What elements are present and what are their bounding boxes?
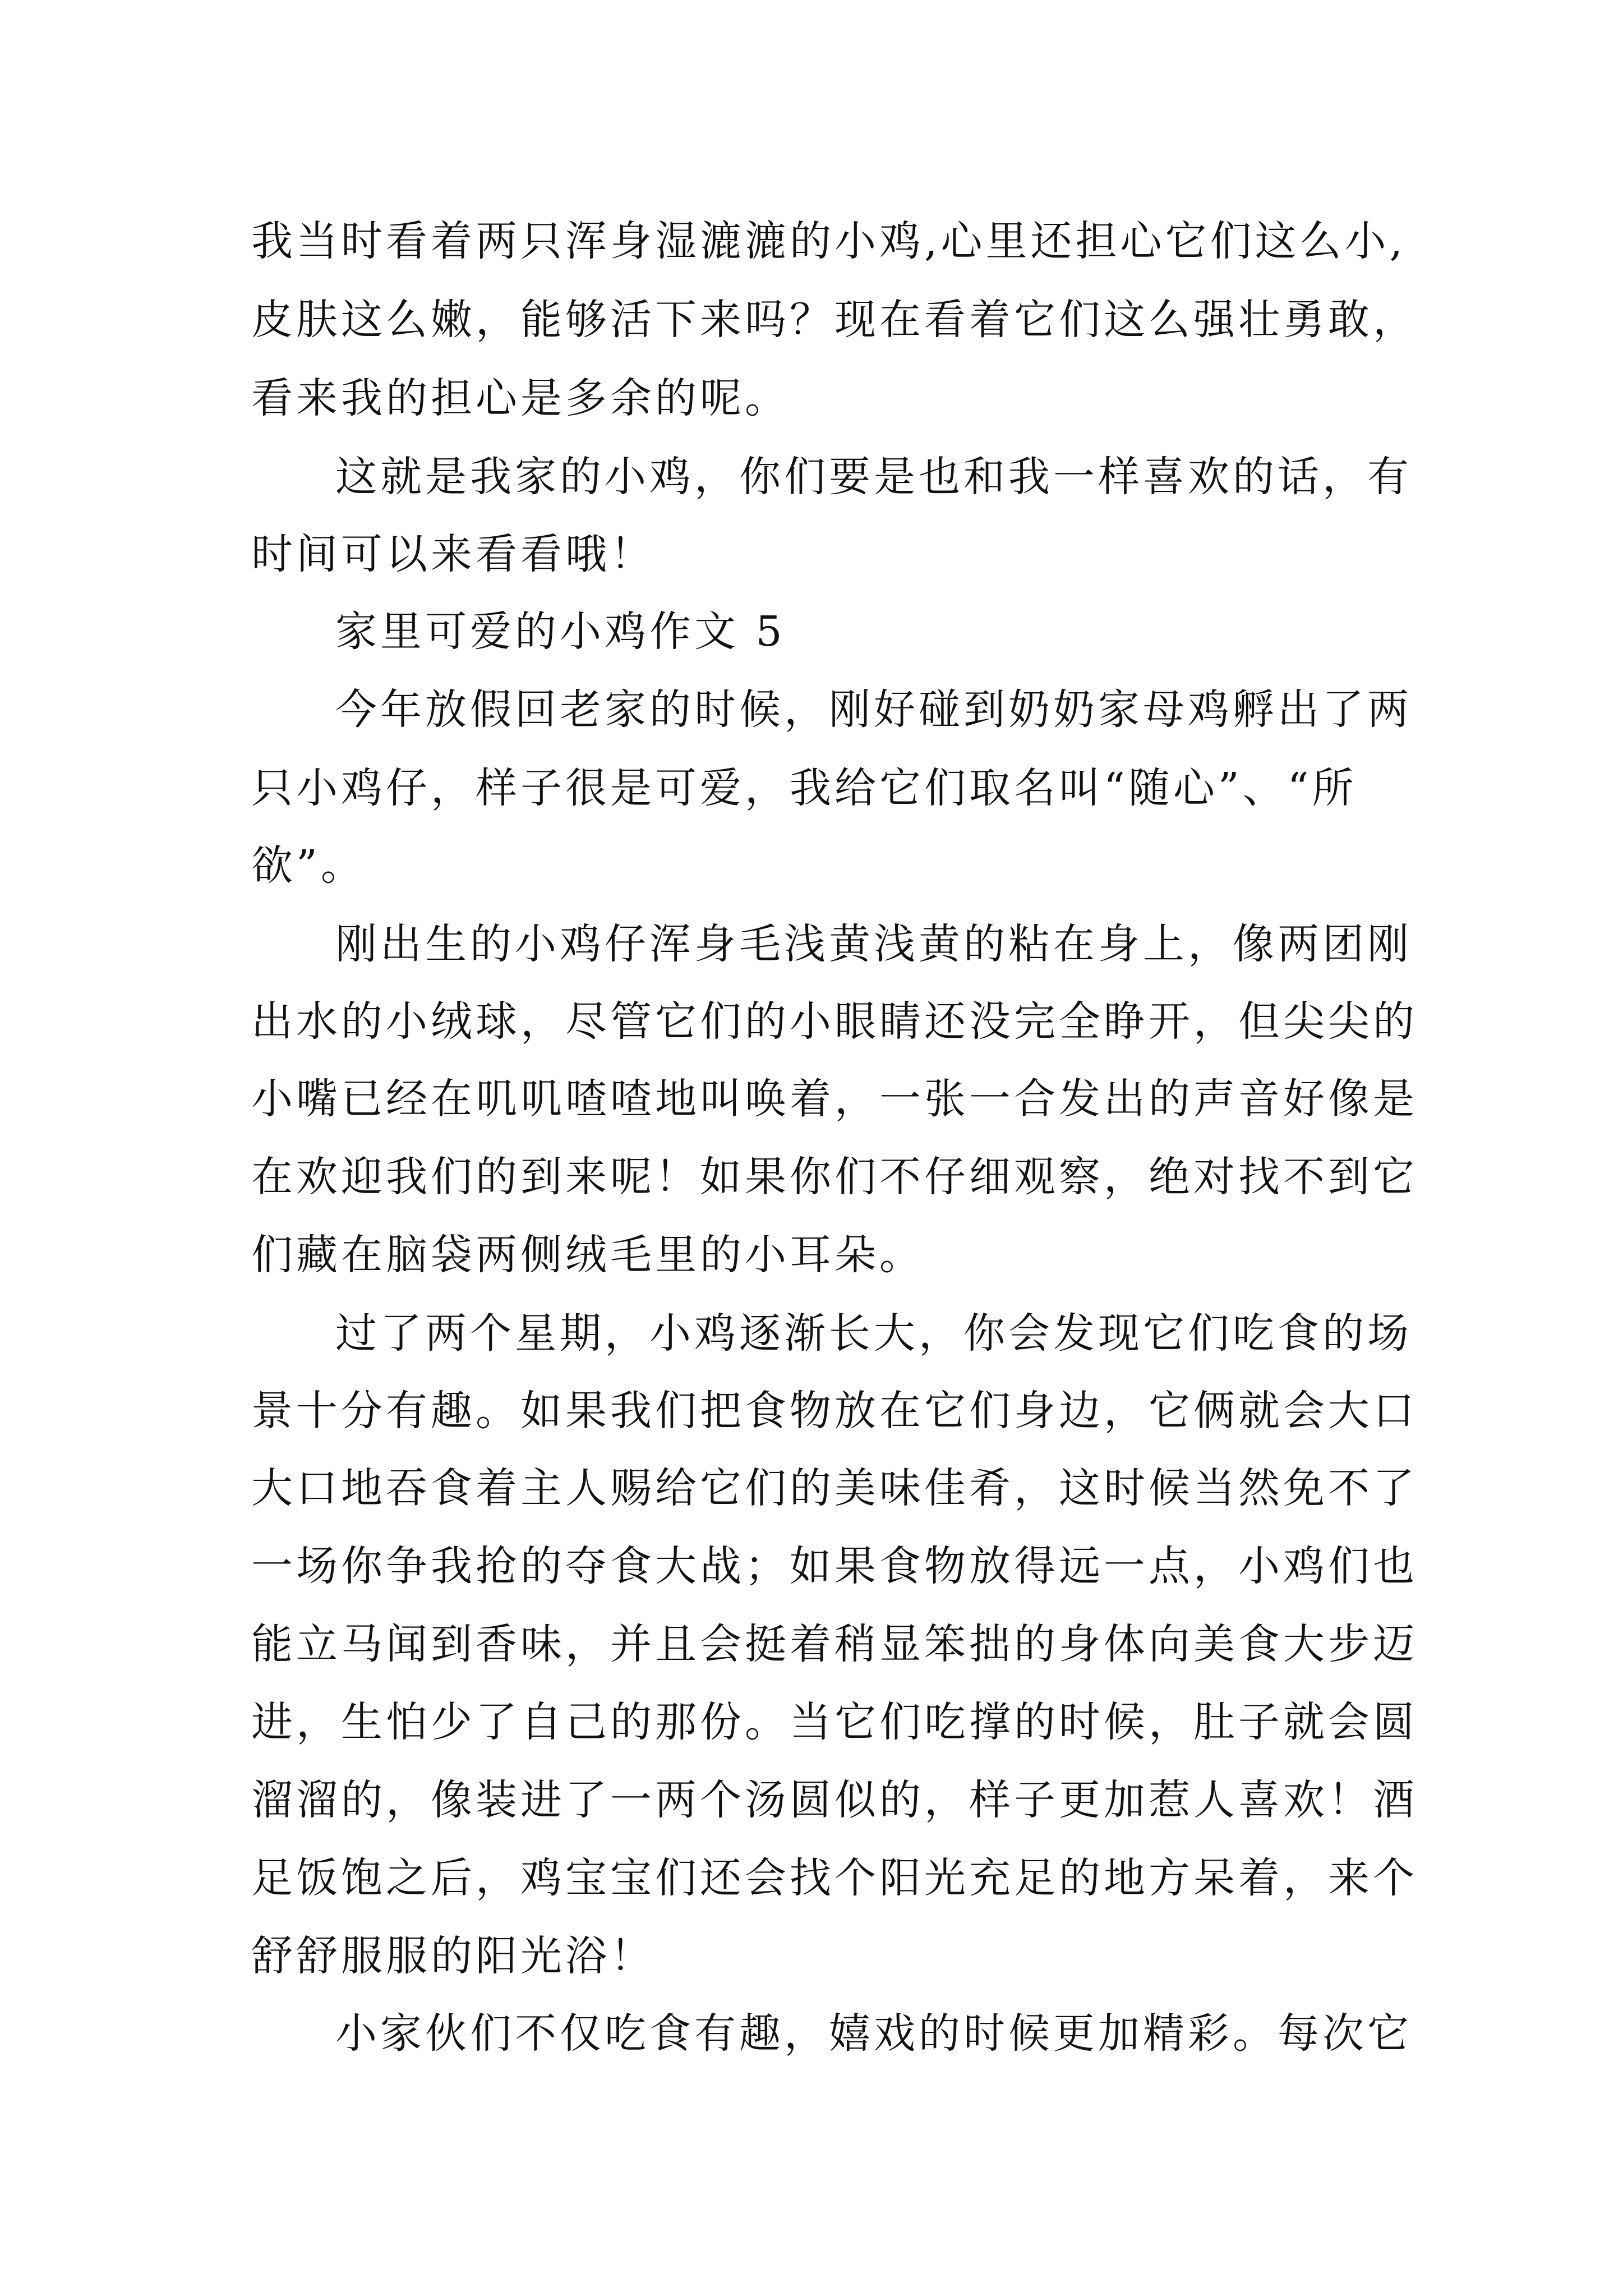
text-line: 皮肤这么嫩，能够活下来吗？现在看着它们这么强壮勇敢， bbox=[251, 296, 1418, 344]
text-line: 进，生怕少了自己的那份。当它们吃撑的时候，肚子就会圆 bbox=[251, 1698, 1418, 1746]
text-line: 们藏在脑袋两侧绒毛里的小耳朵。 bbox=[251, 1231, 924, 1279]
text-line: 大口地吞食着主人赐给它们的美味佳肴，这时候当然免不了 bbox=[251, 1464, 1418, 1512]
text-line: 看来我的担心是多余的呢。 bbox=[251, 374, 790, 422]
text-line: 小嘴已经在叽叽喳喳地叫唤着，一张一合发出的声音好像是 bbox=[251, 1075, 1418, 1123]
text-line: 一场你争我抢的夺食大战；如果食物放得远一点，小鸡们也 bbox=[251, 1542, 1418, 1590]
text-line: 舒舒服服的阳光浴！ bbox=[251, 1932, 655, 1980]
section-heading: 家里可爱的小鸡作文 5 bbox=[335, 608, 786, 656]
text-line: 景十分有趣。如果我们把食物放在它们身边，它俩就会大口 bbox=[251, 1387, 1418, 1435]
paragraph-start-line: 过了两个星期，小鸡逐渐长大，你会发现它们吃食的场 bbox=[335, 1309, 1412, 1358]
paragraph-start-line: 刚出生的小鸡仔浑身毛浅黄浅黄的粘在身上，像两团刚 bbox=[335, 920, 1412, 968]
paragraph-start-line: 小家伙们不仅吃食有趣，嬉戏的时候更加精彩。每次它 bbox=[335, 2009, 1412, 2058]
paragraph-start-line: 这就是我家的小鸡，你们要是也和我一样喜欢的话，有 bbox=[335, 453, 1412, 501]
paragraph-start-line: 今年放假回老家的时候，刚好碰到奶奶家母鸡孵出了两 bbox=[335, 685, 1412, 734]
text-line: 能立马闻到香味，并且会挺着稍显笨拙的身体向美食大步迈 bbox=[251, 1620, 1418, 1668]
text-line: 溜溜的，像装进了一两个汤圆似的，样子更加惹人喜欢！酒 bbox=[251, 1776, 1418, 1824]
text-line: 我当时看着两只浑身湿漉漉的小鸡,心里还担心它们这么小, bbox=[251, 217, 1407, 265]
text-line: 在欢迎我们的到来呢！如果你们不仔细观察，绝对找不到它 bbox=[251, 1153, 1418, 1201]
text-line: 时间可以来看看哦！ bbox=[251, 530, 655, 578]
text-line: 欲”。 bbox=[251, 841, 366, 890]
text-line: 出水的小绒球，尽管它们的小眼睛还没完全睁开，但尖尖的 bbox=[251, 997, 1418, 1046]
text-line: 足饭饱之后，鸡宝宝们还会找个阳光充足的地方呆着，来个 bbox=[251, 1854, 1418, 1902]
text-line: 只小鸡仔，样子很是可爱，我给它们取名叫“随心”、“所 bbox=[251, 764, 1357, 812]
